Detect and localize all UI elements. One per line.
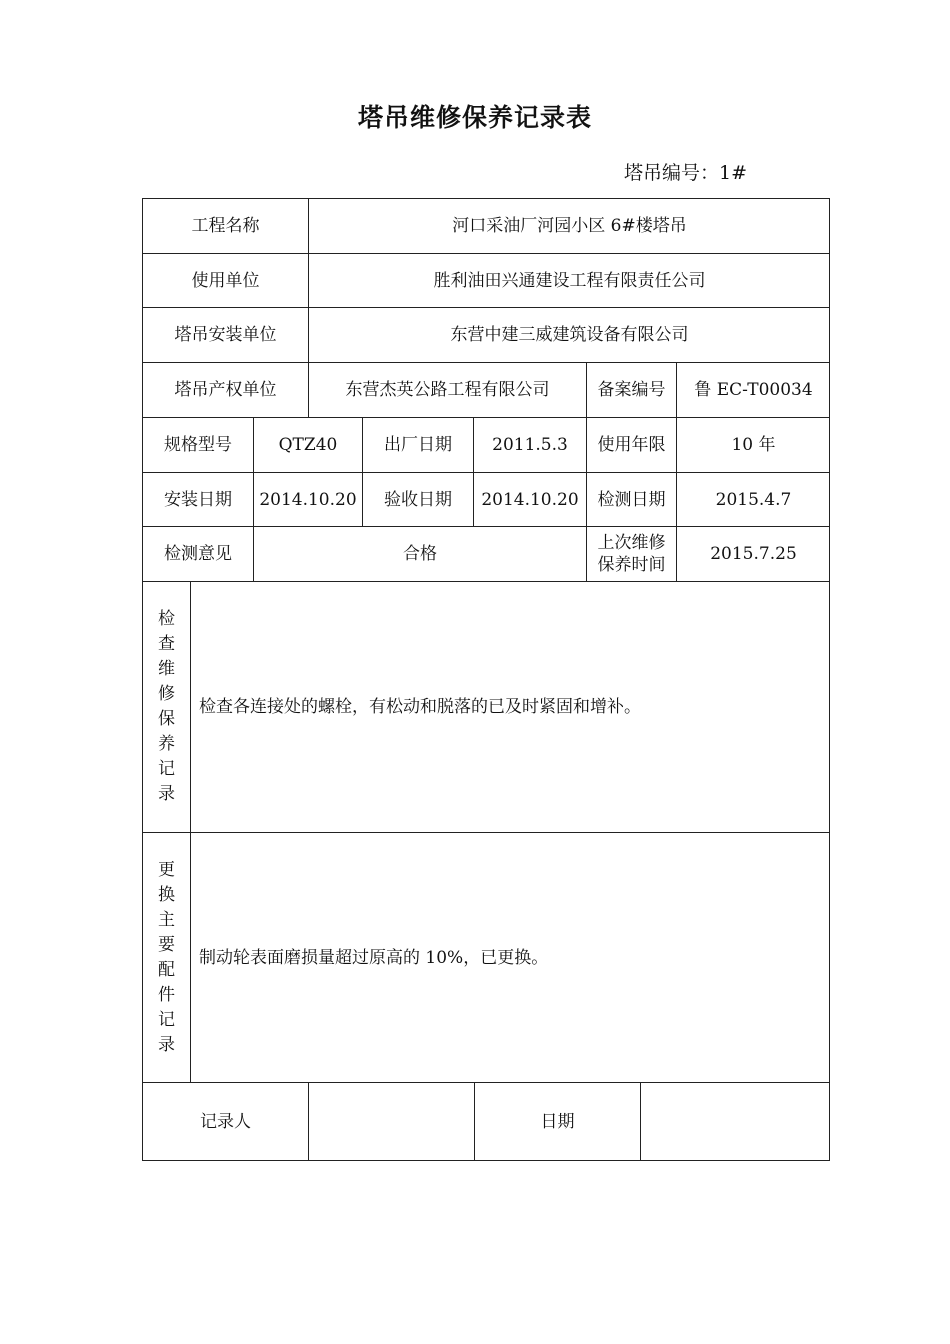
install-date-value: 2014.10.20 (254, 473, 363, 527)
record-number-value: 鲁 EC-T00034 (677, 363, 830, 418)
date-label: 日期 (475, 1083, 641, 1161)
project-name-label: 工程名称 (143, 199, 309, 254)
crane-number-label: 塔吊编号： (624, 162, 720, 184)
replacement-label-char: 件 (158, 984, 175, 1005)
test-opinion-label: 检测意见 (143, 527, 254, 582)
owner-unit-value: 东营杰英公路工程有限公司 (309, 363, 587, 418)
last-maintenance-label-line1: 上次维修 (597, 533, 666, 553)
owner-unit-label: 塔吊产权单位 (143, 363, 309, 418)
user-unit-value: 胜利油田兴通建设工程有限责任公司 (309, 254, 830, 308)
inspection-label-char: 检 (158, 609, 175, 629)
inspection-label-char: 记 (158, 759, 175, 779)
inspection-label-char: 修 (158, 684, 175, 704)
replacement-label-char: 记 (158, 1009, 175, 1030)
date-value (641, 1083, 830, 1161)
maintenance-record-table (142, 198, 830, 1161)
model-label: 规格型号 (143, 418, 254, 473)
crane-number-value: 1# (719, 162, 748, 184)
last-maintenance-label-line2: 保养时间 (597, 555, 666, 575)
inspection-label-char: 维 (158, 659, 175, 679)
acceptance-date-label: 验收日期 (363, 473, 474, 527)
recorder-label: 记录人 (143, 1083, 309, 1161)
replacement-label-char: 配 (158, 959, 175, 980)
factory-date-value: 2011.5.3 (474, 418, 587, 473)
replacement-record-text: 制动轮表面磨损量超过原高的 10%，已更换。 (191, 833, 830, 1083)
acceptance-date-value: 2014.10.20 (474, 473, 587, 527)
test-opinion-value: 合格 (254, 527, 587, 582)
install-unit-value: 东营中建三威建筑设备有限公司 (309, 308, 830, 363)
service-life-value: 10 年 (677, 418, 830, 473)
recorder-value (309, 1083, 475, 1161)
inspection-label-char: 养 (158, 734, 175, 754)
inspection-label-char: 查 (158, 634, 175, 654)
inspection-record-label (143, 582, 191, 833)
replacement-label-char: 录 (158, 1034, 175, 1055)
model-value: QTZ40 (254, 418, 363, 473)
install-date-label: 安装日期 (143, 473, 254, 527)
replacement-label-char: 要 (158, 934, 175, 955)
service-life-label: 使用年限 (587, 418, 677, 473)
inspection-label-char: 录 (158, 784, 175, 804)
replacement-label-char: 更 (158, 859, 175, 880)
document-title: 塔吊维修保养记录表 (357, 103, 592, 132)
replacement-record-label (143, 833, 191, 1083)
record-number-label: 备案编号 (587, 363, 677, 418)
inspection-label-char: 保 (158, 709, 175, 729)
crane-number (624, 158, 747, 185)
test-date-value: 2015.4.7 (677, 473, 830, 527)
last-maintenance-value: 2015.7.25 (677, 527, 830, 582)
inspection-record-text: 检查各连接处的螺栓，有松动和脱落的已及时紧固和增补。 (191, 582, 830, 833)
project-name-value: 河口采油厂河园小区 6#楼塔吊 (309, 199, 830, 254)
factory-date-label: 出厂日期 (363, 418, 474, 473)
install-unit-label: 塔吊安装单位 (143, 308, 309, 363)
replacement-label-char: 换 (158, 884, 175, 905)
last-maintenance-label (587, 527, 677, 582)
user-unit-label: 使用单位 (143, 254, 309, 308)
replacement-label-char: 主 (158, 909, 175, 930)
test-date-label: 检测日期 (587, 473, 677, 527)
